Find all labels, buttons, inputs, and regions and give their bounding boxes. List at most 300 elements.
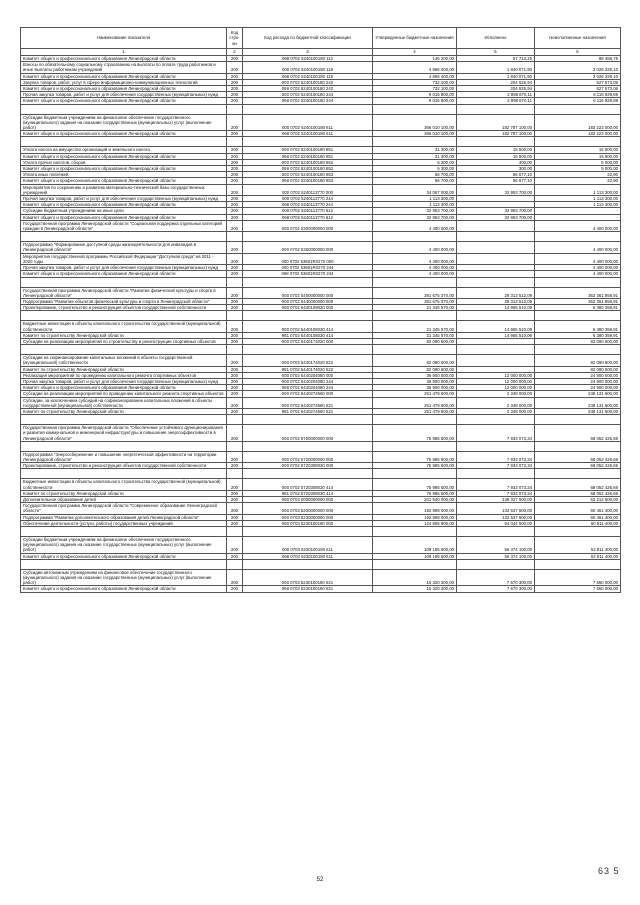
spacer-cell [243,137,373,147]
row-executed: 7 933 073,34 [457,451,535,462]
row-approved: 4 400 000,00 [373,265,457,271]
spacer-cell [243,345,373,355]
row-line-code: 200 [227,271,243,277]
row-unexecuted: 60 461 400,00 [535,503,621,514]
row-line-code: 200 [227,553,243,559]
row-executed: 32 953 700,00 [457,184,535,195]
row-approved: 192 999 000,00 [373,503,457,514]
row-name: Бюджетные инвестиции в объекты капитального строительства государственной (муниципальной) собственности [21,321,227,332]
row-line-code: 200 [227,153,243,159]
spacer-cell [535,277,621,287]
row-executed: 15 500,00 [457,147,535,153]
row-executed: 7 933 073,34 [457,425,535,442]
spacer-cell [243,415,373,425]
row-approved: 124 855 900,00 [373,520,457,526]
row-name: Мероприятия государственной программы Российской Федерации "Доступная среда" на 2011 - 2020 годы [21,253,227,264]
spacer-cell [243,527,373,537]
spacer-cell [373,277,457,287]
table-row [21,214,621,220]
row-budget-code: 000 0702 5240100180 611 [243,114,373,131]
row-name: Государственная программа Ленинградской области "Современное образование Ленинградской области" [21,503,227,514]
row-line-code: 200 [227,321,243,332]
row-executed: 182 787 100,00 [457,114,535,131]
row-name: Подпрограмма "Развитие дополнительного образования детей Ленинградской области" [21,514,227,520]
row-unexecuted: 4 400 000,00 [535,220,621,231]
row-budget-code: 000 0702 5440000000 000 [243,298,373,304]
row-unexecuted: 22,90 [535,178,621,184]
row-executed: 32 953 700,00 [457,214,535,220]
row-line-code: 200 [227,569,243,586]
row-unexecuted: 5 000,00 [535,166,621,172]
row-name: Субсидии бюджетным учреждениям на финансовое обеспечение государственного (муниципального) задания на оказание государственных (муниципальных) услуг (выполнение работ) [21,114,227,131]
row-approved: 391 675 370,00 [373,298,457,304]
row-name: Подпрограмма "Развитие объектов физической культуры и спорта в Ленинградской области" [21,298,227,304]
row-line-code: 200 [227,385,243,391]
spacer-cell [227,441,243,451]
row-approved: 75 985 500,00 [373,463,457,469]
row-unexecuted: 4 400 000,00 [535,271,621,277]
row-name: Государственная программа Ленинградской области "Развитие физической культуры и спорта в Ленинградской области" [21,287,227,298]
table-row [21,503,621,514]
row-executed: 300,00 [457,159,535,165]
table-row [21,520,621,526]
spacer-cell [535,559,621,569]
row-approved: 4 866 400,00 [373,62,457,73]
row-line-code: 200 [227,408,243,414]
table-row [21,463,621,469]
row-unexecuted: 249 131 600,00 [535,397,621,408]
row-name: Субсидии автономным учреждениям на финансовое обеспечение государственного (муниципального) задания на оказание государственных (муниципальных) услуг (выполнение работ) [21,569,227,586]
spacer-cell [535,232,621,242]
spacer-cell [243,277,373,287]
row-line-code: 200 [227,98,243,104]
table-row [21,321,621,332]
table-row [21,131,621,137]
spacer-row [21,469,621,479]
row-budget-code: 000 0702 5240100180 119 [243,62,373,73]
row-approved: 109 185 600,00 [373,553,457,559]
table-row [21,490,621,496]
row-budget-code: 981 0702 5440174020 522 [243,366,373,372]
row-executed: 12 000 000,00 [457,372,535,378]
row-budget-code: 000 0703 0000000000 000 [243,496,373,502]
row-executed: 7 933 073,34 [457,490,535,496]
row-approved: 201 540 000,00 [373,496,457,502]
row-budget-code: 000 0702 5720308030 414 [243,479,373,490]
row-name: Комитет общего и профессионального образования Ленинградской области [21,153,227,159]
spacer-row [21,277,621,287]
row-unexecuted: 6 380 359,91 [535,332,621,338]
row-budget-code: 000 0702 5440204080 244 [243,378,373,384]
row-line-code: 200 [227,159,243,165]
spacer-cell [373,104,457,114]
row-line-code: 200 [227,184,243,195]
spacer-cell [457,137,535,147]
row-executed: 7 670 300,00 [457,586,535,592]
row-unexecuted: 15 800,00 [535,153,621,159]
row-line-code: 200 [227,79,243,85]
row-budget-code: 000 0702 5360000000 000 [243,242,373,253]
row-line-code: 200 [227,265,243,271]
row-unexecuted: - [535,214,621,220]
row-approved: 251 479 600,00 [373,408,457,414]
spacer-cell [21,277,227,287]
spacer-row [21,345,621,355]
table-row [21,147,621,153]
row-unexecuted: 183 223 000,00 [535,131,621,137]
spacer-cell [535,345,621,355]
row-name: Комитет общего и профессионального образования Ленинградской области [21,202,227,208]
spacer-cell [243,232,373,242]
spacer-cell [373,137,457,147]
row-budget-code: 981 0702 5440108030 414 [243,332,373,338]
row-executed: 2 348 000,00 [457,408,535,414]
row-executed: 132 537 600,00 [457,514,535,520]
row-line-code: 200 [227,355,243,366]
row-line-code: 200 [227,56,243,62]
row-name: Прочая закупка товаров, работ и услуг для обеспечения государственных (муниципальных) нужд [21,265,227,271]
col-number: 4 [373,49,457,56]
row-line-code: 200 [227,287,243,298]
row-name: Дополнительное образование детей [21,496,227,502]
row-line-code: 200 [227,503,243,514]
row-approved: 4 866 400,00 [373,73,457,79]
row-approved: 36 900 000,00 [373,385,457,391]
row-approved: 4 400 000,00 [373,220,457,231]
row-budget-code: 000 0702 5240100180 242 [243,79,373,85]
table-row [21,73,621,79]
row-executed: 1 840 071,90 [457,73,535,79]
row-executed [457,242,535,253]
row-approved: 75 985 500,00 [373,451,457,462]
row-unexecuted: 68 052 426,66 [535,490,621,496]
row-name: Уплата прочих налогов, сборов [21,159,227,165]
spacer-cell [535,104,621,114]
spacer-cell [227,137,243,147]
spacer-cell [373,415,457,425]
spacer-cell [21,137,227,147]
spacer-cell [227,311,243,321]
row-line-code: 200 [227,147,243,153]
row-budget-code: 000 0702 5440174020 522 [243,355,373,366]
spacer-cell [243,441,373,451]
row-approved: 21 345 570,00 [373,321,457,332]
row-line-code: 200 [227,366,243,372]
table-row [21,537,621,554]
row-approved: 82 090 600,00 [373,338,457,344]
row-approved: 109 185 600,00 [373,537,457,554]
row-line-code: 200 [227,298,243,304]
row-name: Взносы по обязательному социальному страхованию на выплаты по оплате труда работников и иные выплаты работникам учреждений [21,62,227,73]
row-budget-code: 068 0702 5240100180 244 [243,98,373,104]
row-name: Подпрограмма "Энергосбережение и повышение энергетической эффективности на территории Ленинградской области" [21,451,227,462]
row-approved: 251 479 600,00 [373,391,457,397]
row-budget-code: 068 0702 53601R0270 244 [243,271,373,277]
row-name: Субсидии, за исключением субсидий на софинансирование капитальных вложений в объекты государственной (муниципальной) собственности [21,397,227,408]
row-line-code: 200 [227,114,243,131]
spacer-cell [457,232,535,242]
row-budget-code: 000 0702 5720000000 000 [243,451,373,462]
row-name: Комитет общего и профессионального образования Ленинградской области [21,385,227,391]
row-executed: 2 898 870,11 [457,92,535,98]
row-unexecuted: 24 900 000,00 [535,378,621,384]
col-header-name: Наименование показателя [21,28,227,49]
row-budget-code: 000 0702 5440108030 414 [243,321,373,332]
row-executed: 56 677,10 [457,172,535,178]
row-executed: 29 313 512,09 [457,298,535,304]
row-executed: 7 933 073,34 [457,463,535,469]
row-unexecuted: 68 052 426,66 [535,479,621,490]
row-approved: 75 985 500,00 [373,479,457,490]
row-budget-code: 000 0702 5440204080 000 [243,372,373,378]
table-row [21,408,621,414]
row-executed: 7 670 300,00 [457,569,535,586]
spacer-cell [21,345,227,355]
row-approved: 4 400 000,00 [373,242,457,253]
table-row [21,378,621,384]
row-budget-code: 000 0702 5300000000 000 [243,220,373,231]
row-name: Прочая закупка товаров, работ и услуг для обеспечения государственных (муниципальных) нужд [21,92,227,98]
row-unexecuted: 1 113 300,00 [535,184,621,195]
row-budget-code: 068 0702 5240100180 611 [243,131,373,137]
row-unexecuted: 4 400 000,00 [535,265,621,271]
spacer-cell [227,345,243,355]
row-executed: 300,00 [457,166,535,172]
row-line-code: 200 [227,166,243,172]
row-budget-code: 068 0703 5230100180 611 [243,553,373,559]
row-unexecuted: 527 573,06 [535,79,621,85]
row-unexecuted: 6 380 359,91 [535,305,621,311]
col-number: 5 [457,49,535,56]
report-sheet [20,27,620,593]
row-budget-code: 000 0702 5240113770 612 [243,208,373,214]
table-row [21,287,621,298]
row-approved: 9 015 800,00 [373,92,457,98]
row-unexecuted: 82 090 600,00 [535,355,621,366]
row-budget-code: 068 0702 5240100180 852 [243,166,373,172]
row-line-code: 200 [227,537,243,554]
row-unexecuted: 82 090 600,00 [535,338,621,344]
spacer-cell [373,311,457,321]
row-name: Комитет общего и профессионального образования Ленинградской области [21,586,227,592]
table-row [21,332,621,338]
row-budget-code: 000 0702 5440108030 000 [243,305,373,311]
row-approved: 75 985 500,00 [373,425,457,442]
table-row [21,569,621,586]
row-unexecuted: 24 900 000,00 [535,385,621,391]
row-unexecuted: 4 400 000,00 [535,242,621,253]
row-name: Комитет общего и профессионального образования Ленинградской области [21,271,227,277]
spacer-cell [457,415,535,425]
row-budget-code: 068 0702 5440204080 244 [243,385,373,391]
row-budget-code: 068 0702 5240113770 612 [243,214,373,220]
spacer-cell [21,415,227,425]
spacer-cell [243,311,373,321]
spacer-row [21,527,621,537]
row-approved: 31 300,00 [373,147,457,153]
row-executed: 2 348 000,00 [457,397,535,408]
row-approved: 75 985 500,00 [373,490,457,496]
table-row [21,479,621,490]
spacer-cell [21,104,227,114]
spacer-cell [457,559,535,569]
row-unexecuted: 68 052 426,66 [535,425,621,442]
row-name: Государственная программа Ленинградской области "Обеспечение устойчивого функционирования и развития коммунальной и инженерной инфраструктуры и повышение энергоэффективности в Ленинградской области" [21,425,227,442]
row-name: Субсидии бюджетным учреждениям на иные цели [21,208,227,214]
row-unexecuted: 4 400 000,00 [535,253,621,264]
page-number: 52 [316,877,324,883]
row-name: Прочая закупка товаров, работ и услуг для обеспечения государственных (муниципальных) нужд [21,196,227,202]
row-budget-code: 000 0702 5240100180 852 [243,159,373,165]
row-name: Бюджетные инвестиции в объекты капитального строительства государственной (муниципальной) собственности [21,479,227,490]
row-approved: 366 010 100,00 [373,114,457,131]
row-approved: 251 479 600,00 [373,397,457,408]
row-approved: 391 675 370,00 [373,287,457,298]
table-header [21,28,621,49]
table-row [21,514,621,520]
column-numbers-row [21,49,621,56]
row-budget-code: 000 0702 5240113770 244 [243,196,373,202]
spacer-cell [243,104,373,114]
row-approved: 36 900 000,00 [373,378,457,384]
row-executed [457,220,535,231]
row-line-code: 200 [227,490,243,496]
row-executed [457,355,535,366]
table-row [21,114,621,131]
row-approved: 21 345 570,00 [373,305,457,311]
spacer-row [21,559,621,569]
row-budget-code: 000 0702 5440274560 000 [243,391,373,397]
spacer-cell [457,104,535,114]
row-line-code: 200 [227,332,243,338]
row-name: Комитет общего и профессионального образования Ленинградской области [21,178,227,184]
row-unexecuted: 6 116 929,89 [535,92,621,98]
spacer-cell [21,559,227,569]
row-approved: 36 900 000,00 [373,372,457,378]
row-unexecuted: 52 811 400,00 [535,553,621,559]
row-name: Комитет по строительству Ленинградской области [21,332,227,338]
col-number: 2 [227,49,243,56]
row-line-code: 200 [227,425,243,442]
row-approved: 4 400 000,00 [373,253,457,264]
table-row [21,298,621,304]
row-budget-code: 000 0702 5700000000 000 [243,425,373,442]
row-line-code: 200 [227,391,243,397]
table-row [21,253,621,264]
spacer-cell [21,469,227,479]
row-budget-code: 000 0703 5230100180 621 [243,569,373,586]
row-unexecuted: 5 000,00 [535,159,621,165]
row-executed: 14 965 510,09 [457,321,535,332]
table-row [21,586,621,592]
table-row [21,305,621,311]
row-name: Субсидии на софинансирование капитальных вложений в объекты государственной (муниципальной) собственности [21,355,227,366]
row-approved: 732 100,00 [373,86,457,92]
spacer-cell [535,469,621,479]
row-name: Обеспечение деятельности (услуги, работы) государственных учреждений [21,520,227,526]
spacer-cell [227,527,243,537]
spacer-cell [373,441,457,451]
spacer-row [21,104,621,114]
row-line-code: 200 [227,253,243,264]
row-name: Мероприятия по сохранению и развитию материально-технической базы государственных учреждений [21,184,227,195]
spacer-cell [373,345,457,355]
table-row [21,98,621,104]
spacer-cell [535,527,621,537]
spacer-cell [21,232,227,242]
row-approved: 5 300,00 [373,159,457,165]
row-budget-code: 068 0702 5240113770 244 [243,202,373,208]
row-unexecuted: 3 026 328,10 [535,62,621,73]
spacer-cell [373,559,457,569]
row-line-code: 200 [227,397,243,408]
spacer-row [21,415,621,425]
table-row [21,451,621,462]
spacer-cell [373,527,457,537]
row-unexecuted: 1 113 300,00 [535,202,621,208]
spacer-cell [227,104,243,114]
spacer-cell [227,277,243,287]
row-executed: 204 526,94 [457,79,535,85]
spacer-cell [21,441,227,451]
row-budget-code: 000 0703 5230100180 611 [243,537,373,554]
row-line-code: 200 [227,131,243,137]
row-budget-code: 000 0702 5720308030 000 [243,463,373,469]
row-budget-code: 000 0702 5440174020 000 [243,338,373,344]
spacer-cell [535,137,621,147]
row-executed: 132 537 600,00 [457,503,535,514]
row-line-code: 200 [227,92,243,98]
row-line-code: 200 [227,479,243,490]
col-header-unexecuted: Неисполненные назначения [535,28,621,49]
row-unexecuted: 6 116 929,89 [535,98,621,104]
row-executed: 14 965 510,09 [457,332,535,338]
row-unexecuted: 52 811 400,00 [535,537,621,554]
spacer-cell [227,469,243,479]
row-approved: 32 953 700,00 [373,208,457,214]
row-name: Субсидии бюджетным учреждениям на финансовое обеспечение государственного (муниципального) задания на оказание государственных (муниципальных) услуг (выполнение работ) [21,537,227,554]
table-row [21,397,621,408]
table-row [21,62,621,73]
row-line-code: 200 [227,520,243,526]
row-approved: 9 015 800,00 [373,98,457,104]
row-budget-code: 068 0702 5240100180 853 [243,178,373,184]
row-approved: 146 200,00 [373,56,457,62]
row-budget-code: 000 0703 5230000000 000 [243,514,373,520]
spacer-cell [457,277,535,287]
row-line-code: 200 [227,242,243,253]
row-unexecuted: - [535,208,621,214]
table-row [21,166,621,172]
spacer-row [21,441,621,451]
row-line-code: 200 [227,73,243,79]
spacer-cell [457,527,535,537]
row-line-code: 200 [227,451,243,462]
row-line-code: 200 [227,202,243,208]
row-unexecuted: 63 212 500,00 [535,496,621,502]
row-unexecuted: 82 090 600,00 [535,366,621,372]
row-name: Комитет общего и профессионального образования Ленинградской области [21,56,227,62]
spacer-cell [457,469,535,479]
row-name: Уплата иных платежей [21,172,227,178]
row-executed: 2 898 870,11 [457,98,535,104]
row-budget-code: 000 0702 5240100180 853 [243,172,373,178]
col-header-executed: Исполнено [457,28,535,49]
row-name: Проектирование, строительство и реконструкция объектов государственной собственности [21,305,227,311]
row-unexecuted: 68 052 426,66 [535,463,621,469]
row-unexecuted: 249 131 600,00 [535,391,621,397]
row-executed: 182 787 100,00 [457,131,535,137]
